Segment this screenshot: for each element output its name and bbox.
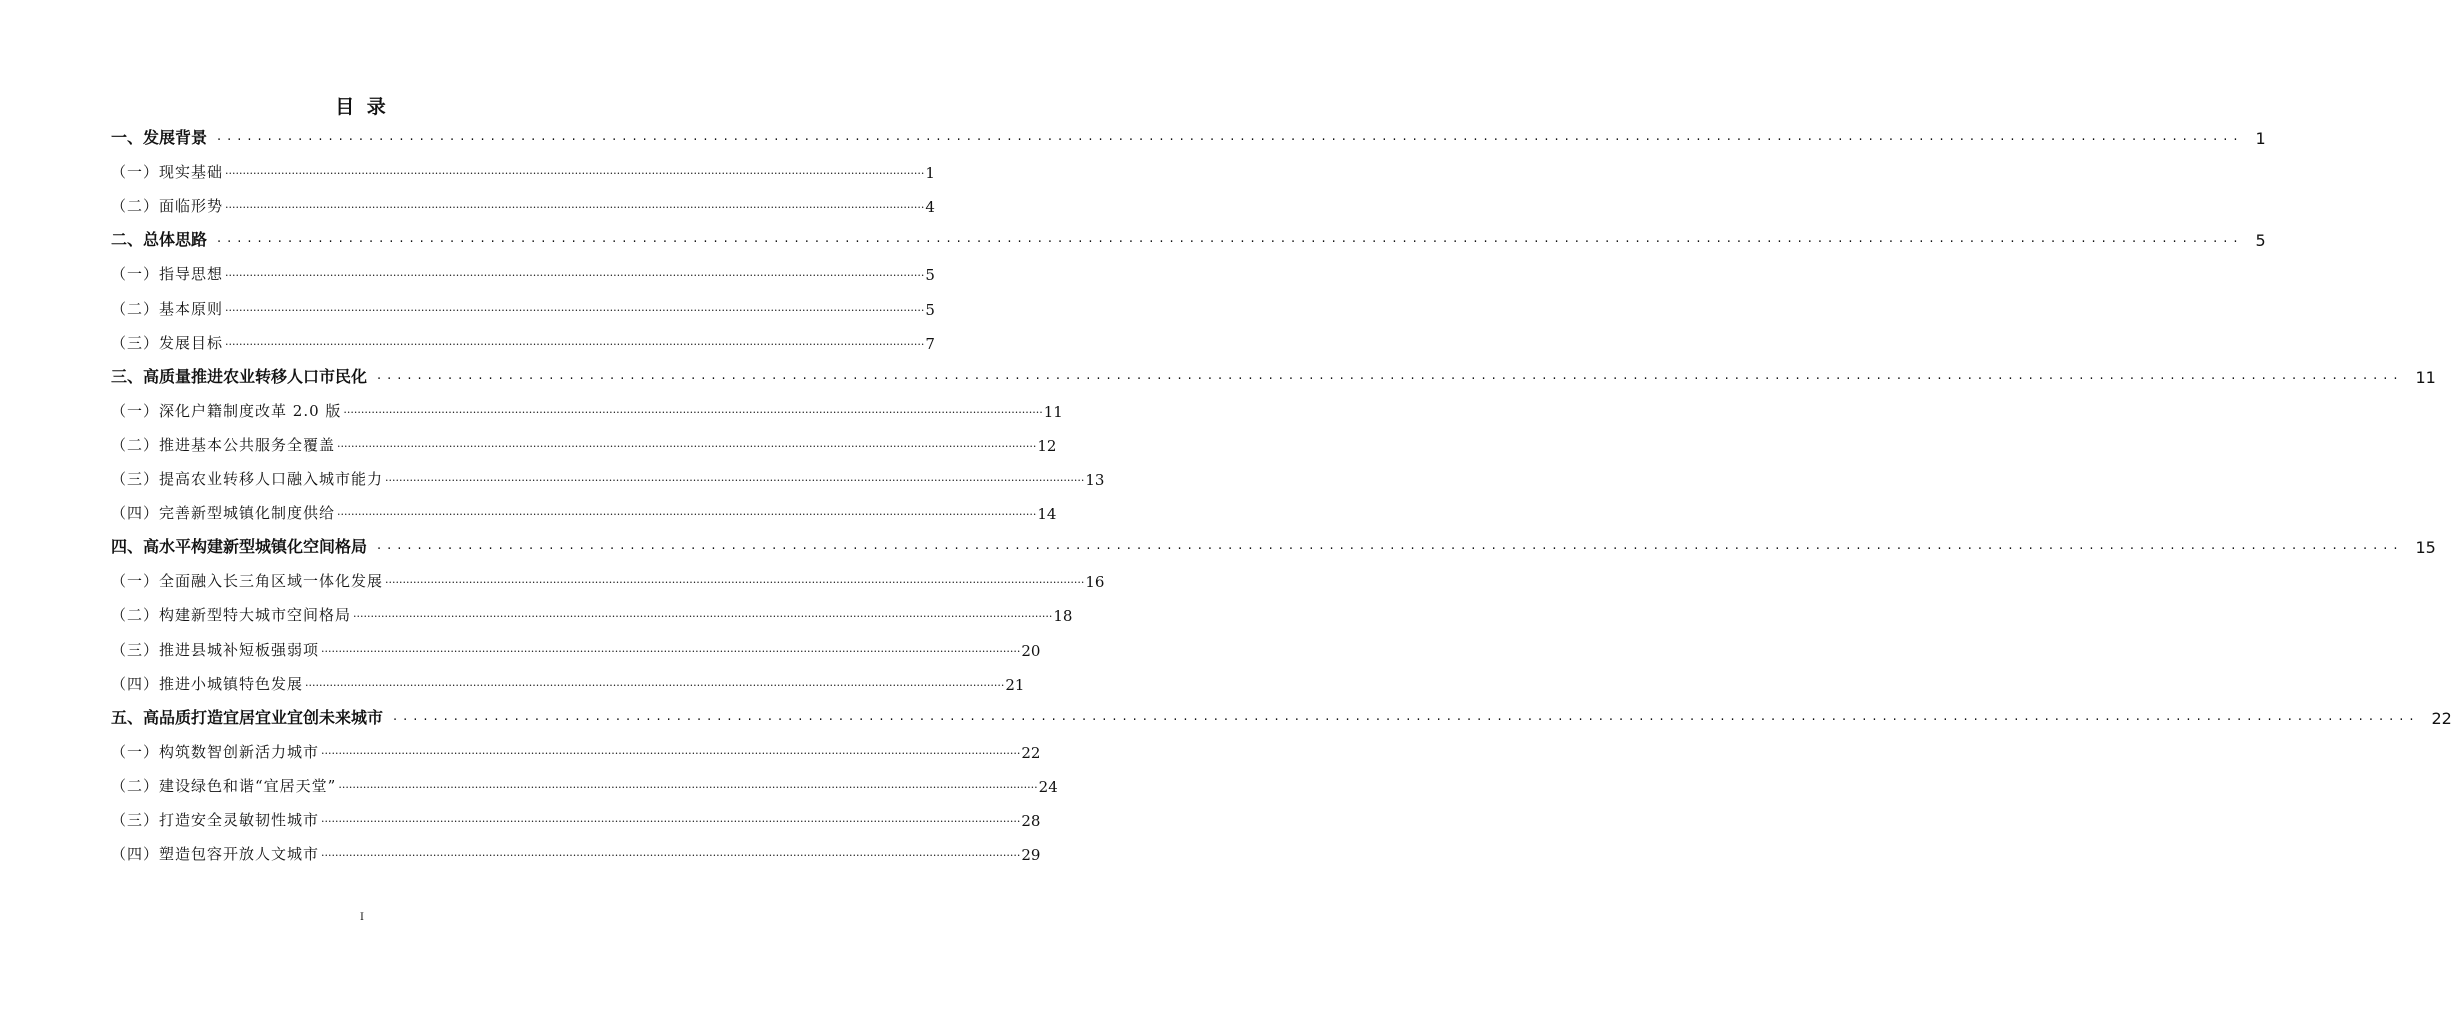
toc-leader-dots: ........................................................................................................................................................................................................	[225, 335, 925, 348]
toc-entry-label: （一）指导思想	[111, 265, 224, 283]
toc-entry-page: 1	[925, 164, 935, 182]
toc-entry-label: 一、发展背景	[111, 128, 208, 147]
toc-entry-label: （四）完善新型城镇化制度供给	[111, 504, 336, 522]
toc-subsection-entry[interactable]	[111, 295, 935, 319]
toc-entry-label: （三）打造安全灵敏韧性城市	[111, 811, 320, 829]
toc-entry-page: 29	[1021, 846, 1041, 864]
toc-subsection-entry[interactable]	[111, 636, 1041, 660]
toc-entry-page: 11	[1043, 403, 1063, 421]
toc-subsection-entry[interactable]	[111, 601, 1073, 625]
toc-leader-dots: ........................................................................................................................................................................................................	[225, 301, 925, 314]
toc-entry-label: （四）塑造包容开放人文城市	[111, 845, 320, 863]
toc-entry-page: 20	[1021, 642, 1041, 660]
toc-entry-page: 11	[2415, 368, 2436, 387]
toc-subsection-entry[interactable]	[111, 431, 1057, 455]
toc-subsection-entry[interactable]	[111, 806, 1041, 830]
toc-entry-label: （二）构建新型特大城市空间格局	[111, 606, 352, 624]
toc-entry-page: 5	[925, 266, 935, 284]
toc-entry-page: 15	[2415, 538, 2436, 557]
toc-entry-label: （二）基本原则	[111, 300, 224, 318]
toc-entry-label: 四、高水平构建新型城镇化空间格局	[111, 537, 368, 556]
toc-subsection-entry[interactable]	[111, 329, 935, 353]
page-number: I	[360, 912, 364, 923]
toc-entry-label: （三）推进县城补短板强弱项	[111, 641, 320, 659]
toc-subsection-entry[interactable]	[111, 840, 1041, 864]
toc-section-entry[interactable]	[111, 533, 2436, 557]
toc-leader-dots: ........................................................................................................................................................................................................	[225, 198, 925, 211]
toc-entry-page: 1	[2255, 129, 2266, 148]
toc-entry-label: （三）提高农业转移人口融入城市能力	[111, 470, 384, 488]
toc-leader-dots: ........................................................................................................................................................................................................	[353, 607, 1053, 620]
toc-entry-page: 16	[1085, 573, 1105, 591]
toc-entry-label: 五、高品质打造宜居宜业宜创未来城市	[111, 708, 384, 727]
toc-subsection-entry[interactable]	[111, 670, 1025, 694]
toc-section-entry[interactable]	[111, 363, 2436, 387]
toc-entry-page: 24	[1038, 778, 1058, 796]
toc-section-entry[interactable]	[111, 124, 2266, 148]
toc-entry-page: 12	[1037, 437, 1057, 455]
toc-leader-dots: ........................................................................................................................................................................................................	[337, 437, 1037, 450]
toc-entry-page: 21	[1005, 676, 1025, 694]
toc-leader-dots: ........................................................................................................................................................................................................	[377, 368, 2404, 383]
toc-entry-page: 18	[1053, 607, 1073, 625]
toc-entry-label: （一）现实基础	[111, 163, 224, 181]
toc-subsection-entry[interactable]	[111, 260, 935, 284]
toc-leader-dots: ........................................................................................................................................................................................................	[321, 846, 1021, 859]
toc-subsection-entry[interactable]	[111, 465, 1105, 489]
toc-entry-label: （一）深化户籍制度改革 2.0 版	[111, 402, 342, 420]
toc-subsection-entry[interactable]	[111, 499, 1057, 523]
toc-leader-dots: ........................................................................................................................................................................................................	[321, 642, 1021, 655]
toc-entry-label: （二）建设绿色和谐“宜居天堂”	[111, 777, 337, 795]
toc-entry-page: 5	[925, 301, 935, 319]
toc-leader-dots: ........................................................................................................................................................................................................	[305, 676, 1005, 689]
toc-entry-label: （一）构筑数智创新活力城市	[111, 743, 320, 761]
toc-entry-page: 28	[1021, 812, 1041, 830]
toc-leader-dots: ........................................................................................................................................................................................................	[217, 231, 2244, 246]
toc-subsection-entry[interactable]	[111, 158, 935, 182]
toc-leader-dots: ........................................................................................................................................................................................................	[393, 709, 2420, 724]
toc-section-entry[interactable]	[111, 226, 2266, 250]
toc-leader-dots: ........................................................................................................................................................................................................	[343, 403, 1043, 416]
toc-title: 目 录	[335, 96, 389, 118]
toc-entry-label: （二）面临形势	[111, 197, 224, 215]
toc-subsection-entry[interactable]	[111, 772, 1058, 796]
toc-leader-dots: ........................................................................................................................................................................................................	[377, 538, 2404, 553]
toc-entry-label: 二、总体思路	[111, 230, 208, 249]
toc-subsection-entry[interactable]	[111, 567, 1105, 591]
toc-entry-label: （一）全面融入长三角区域一体化发展	[111, 572, 384, 590]
toc-leader-dots: ........................................................................................................................................................................................................	[321, 744, 1021, 757]
toc-entry-page: 13	[1085, 471, 1105, 489]
toc-entry-page: 5	[2255, 231, 2266, 250]
toc-entry-page: 22	[1021, 744, 1041, 762]
toc-leader-dots: ........................................................................................................................................................................................................	[338, 778, 1038, 791]
toc-entry-label: （三）发展目标	[111, 334, 224, 352]
toc-leader-dots: ........................................................................................................................................................................................................	[385, 471, 1085, 484]
toc-section-entry[interactable]	[111, 704, 2452, 728]
toc-entry-label: （四）推进小城镇特色发展	[111, 675, 304, 693]
toc-leader-dots: ........................................................................................................................................................................................................	[337, 505, 1037, 518]
toc-entry-label: （二）推进基本公共服务全覆盖	[111, 436, 336, 454]
toc-subsection-entry[interactable]	[111, 192, 935, 216]
toc-entry-page: 22	[2431, 709, 2452, 728]
toc-entry-page: 14	[1037, 505, 1057, 523]
toc-subsection-entry[interactable]	[111, 738, 1041, 762]
toc-leader-dots: ........................................................................................................................................................................................................	[321, 812, 1021, 825]
toc-leader-dots: ........................................................................................................................................................................................................	[217, 129, 2244, 144]
toc-leader-dots: ........................................................................................................................................................................................................	[385, 573, 1085, 586]
toc-subsection-entry[interactable]	[111, 397, 1063, 421]
toc-entry-page: 7	[925, 335, 935, 353]
toc-leader-dots: ........................................................................................................................................................................................................	[225, 164, 925, 177]
toc-leader-dots: ........................................................................................................................................................................................................	[225, 266, 925, 279]
toc-entry-page: 4	[925, 198, 935, 216]
toc-entry-label: 三、高质量推进农业转移人口市民化	[111, 367, 368, 386]
